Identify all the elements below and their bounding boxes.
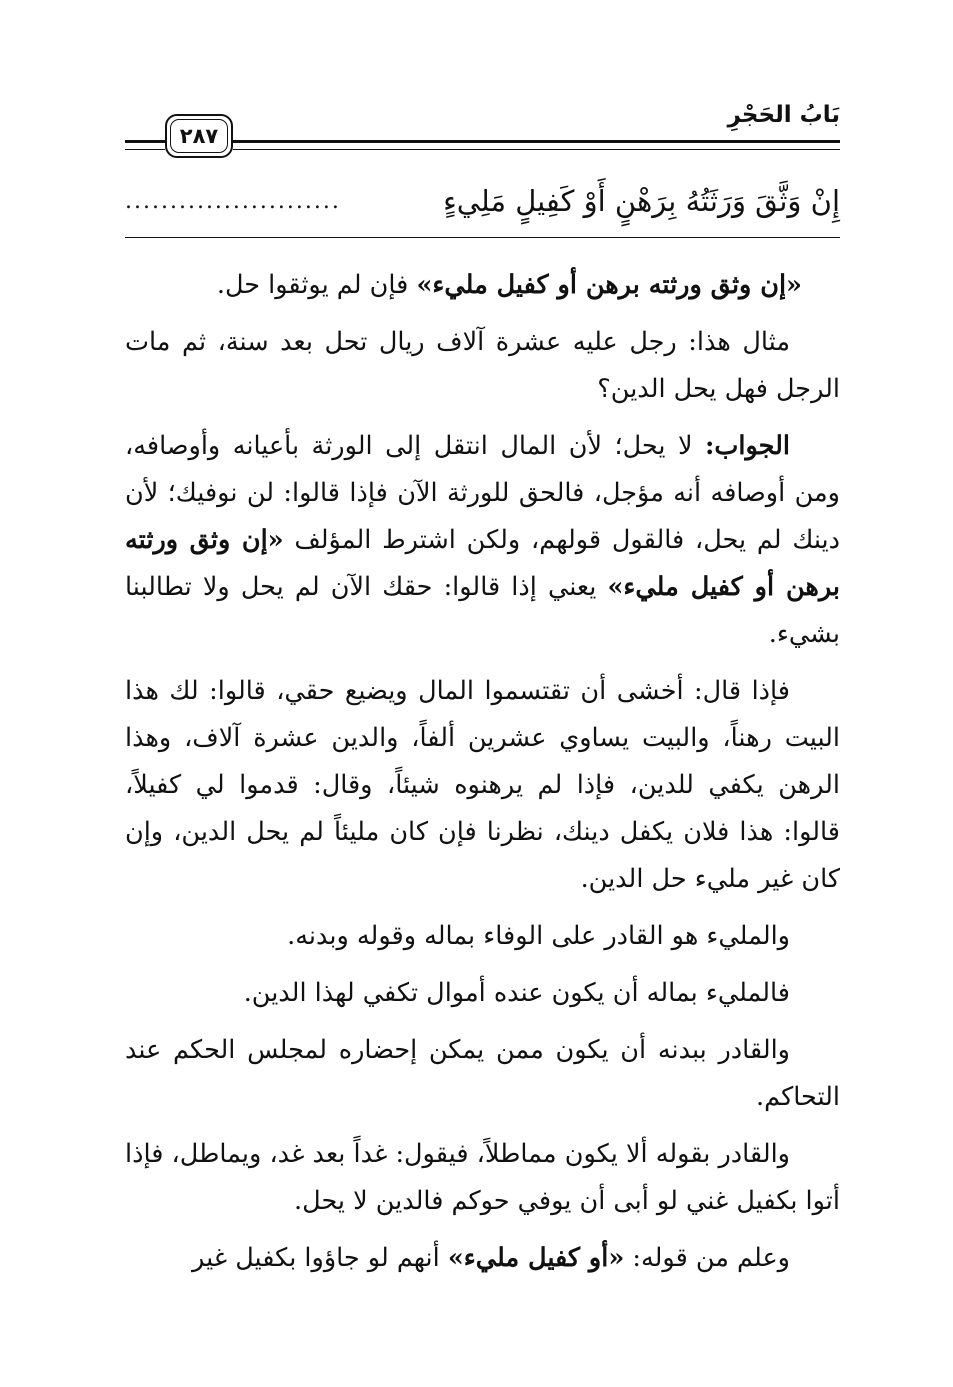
paragraph-text: والمليء هو القادر على الوفاء بماله وقوله وبدنه. xyxy=(287,921,790,951)
page-number-frame xyxy=(165,114,233,158)
paragraph xyxy=(125,1235,840,1282)
quoted-matn: «أو كفيل مليء» xyxy=(447,1243,625,1273)
paragraph-text: فإذا قال: أخشى أن تقتسموا المال ويضيع حقي، قالوا: لك هذا البيت رهناً، والبيت يساوي عشرين ألفاً، والدين عشرة آلاف، وهذا الرهن يكفي للدين، فإذا لم يرهنوه شيئاً، وقال: قدموا لي كفيلاً، قالوا: هذا فلان يكفل دينك، نظرنا فإن كان مليئاً لم يحل الدين، وإن كان غير مليء حل الدين. xyxy=(125,676,840,894)
header-rule-left xyxy=(125,140,165,150)
page-header xyxy=(125,100,840,162)
paragraph xyxy=(125,970,840,1017)
matn-separator xyxy=(125,237,840,238)
matn-dots: ........................ xyxy=(125,188,341,214)
commentary-body xyxy=(125,262,840,1292)
paragraph xyxy=(125,319,840,413)
paragraph xyxy=(125,1027,840,1121)
paragraph-text: فالمليء بماله أن يكون عنده أموال تكفي لهذا الدين. xyxy=(243,978,790,1008)
matn-text: إِنْ وَثَّقَ وَرَثَتُهُ بِرَهْنٍ أَوْ كَفِيلٍ مَلِيءٍ xyxy=(443,184,840,218)
paragraph-text: مثال هذا: رجل عليه عشرة آلاف ريال تحل بعد سنة، ثم مات الرجل فهل يحل الدين؟ xyxy=(125,327,840,404)
paragraph xyxy=(125,262,840,309)
paragraph xyxy=(125,668,840,903)
paragraph-text: لا يحل؛ لأن المال انتقل إلى الورثة بأعيانه وأوصافه، ومن أوصافه أنه مؤجل، فالحق للورثة الآن فإذا قالوا: لن نوفيك؛ لأن دينك لم يحل، فالقول قولهم، ولكن اشترط المؤلف xyxy=(125,431,840,555)
paragraph-text: أنهم لو جاؤوا بكفيل غير xyxy=(192,1243,448,1273)
quoted-matn: «إن وثق ورثته برهن أو كفيل مليء» xyxy=(416,270,802,300)
chapter-title: بَابُ الحَجْرِ xyxy=(727,102,840,128)
paragraph xyxy=(125,1131,840,1225)
paragraph-text: يعني إذا قالوا: حقك الآن لم يحل ولا تطالبنا بشيء. xyxy=(125,572,840,649)
paragraph-text: وعلم من قوله: xyxy=(624,1243,790,1273)
matn-line xyxy=(125,170,840,232)
paragraph-text: والقادر بقوله ألا يكون مماطلاً، فيقول: غداً بعد غد، ويماطل، فإذا أتوا بكفيل غني لو أبى أن يوفي حوكم فالدين لا يحل. xyxy=(125,1139,840,1216)
paragraph-text: والقادر ببدنه أن يكون ممن يمكن إحضاره لمجلس الحكم عند التحاكم. xyxy=(125,1035,840,1112)
answer-label: الجواب: xyxy=(705,431,790,461)
paragraph-text: فإن لم يوثقوا حل. xyxy=(216,270,417,300)
paragraph xyxy=(125,913,840,960)
page-number: ٢٨٧ xyxy=(179,124,219,148)
header-rule xyxy=(233,140,840,150)
quoted-matn: «إن وثق ورثته برهن أو كفيل مليء» xyxy=(125,525,840,602)
paragraph xyxy=(125,423,840,658)
